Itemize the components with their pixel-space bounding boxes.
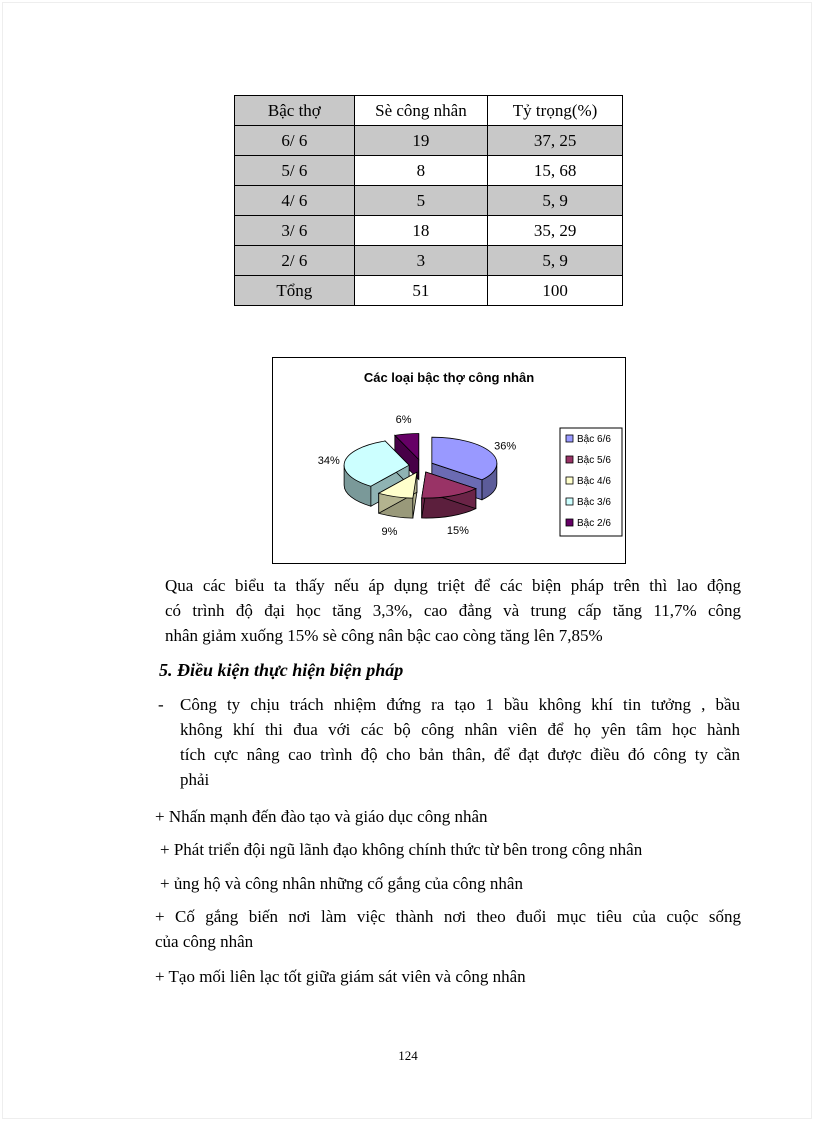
paragraph-line: Công ty chịu trách nhiệm đứng ra tạo 1 bầu không khí tin tưởng , bầu bbox=[180, 695, 740, 714]
section-heading: 5. Điều kiện thực hiện biện pháp bbox=[159, 660, 404, 680]
table-cell: 19 bbox=[354, 126, 487, 156]
table-header-row bbox=[235, 96, 623, 126]
table-cell: 3 bbox=[354, 246, 487, 276]
paragraph-line: không khí thi đua với các bộ công nhân viên để họ yên tâm học hành bbox=[180, 720, 740, 739]
table-cell: 35, 29 bbox=[488, 216, 623, 246]
table-row bbox=[235, 216, 623, 246]
list-item: + ủng hộ và công nhân những cố gắng của công nhân bbox=[160, 874, 523, 893]
table-cell: 5, 9 bbox=[488, 186, 623, 216]
table-cell: 18 bbox=[354, 216, 487, 246]
legend-swatch bbox=[566, 477, 573, 484]
paragraph-line: tích cực nâng cao trình độ cho bản thân, để đạt được điều đó công ty cần bbox=[180, 745, 740, 764]
worker-grade-table bbox=[234, 95, 623, 306]
table-header: Sè công nhân bbox=[354, 96, 487, 126]
paragraph-line: của công nhân bbox=[155, 932, 254, 951]
list-item: + Nhấn mạnh đến đào tạo và giáo dục công nhân bbox=[155, 807, 488, 826]
bullet-marker: - bbox=[158, 695, 164, 714]
paragraph-line: Qua các biểu ta thấy nếu áp dụng triệt để các biện pháp trên thì lao động bbox=[165, 576, 741, 595]
page-number: 124 bbox=[398, 1048, 418, 1063]
legend-swatch bbox=[566, 498, 573, 505]
data-label: 9% bbox=[381, 526, 398, 539]
legend-label: Bậc 2/6 bbox=[577, 518, 611, 529]
table-cell: 3/ 6 bbox=[235, 216, 355, 246]
paragraph-line: nhân giảm xuống 15% sè công nân bậc cao còng tăng lên 7,85% bbox=[165, 626, 603, 645]
table-cell: 15, 68 bbox=[488, 156, 623, 186]
table-cell: 2/ 6 bbox=[235, 246, 355, 276]
pie-chart-svg bbox=[273, 358, 625, 563]
table-cell: 100 bbox=[488, 276, 623, 306]
legend-label: Bậc 5/6 bbox=[577, 455, 611, 466]
table-cell: 37, 25 bbox=[488, 126, 623, 156]
table-row bbox=[235, 276, 623, 306]
table-cell: 5/ 6 bbox=[235, 156, 355, 186]
data-label: 15% bbox=[446, 525, 469, 538]
bullet-paragraph bbox=[180, 692, 740, 792]
list-item bbox=[155, 904, 741, 954]
table-row bbox=[235, 156, 623, 186]
legend-swatch bbox=[566, 435, 573, 442]
data-label: 36% bbox=[494, 440, 517, 453]
data-label: 34% bbox=[317, 454, 340, 467]
table-cell: Tổng bbox=[235, 276, 355, 306]
table-row bbox=[235, 246, 623, 276]
legend-label: Bậc 4/6 bbox=[577, 476, 611, 487]
table-cell: 6/ 6 bbox=[235, 126, 355, 156]
pie-chart bbox=[272, 357, 626, 564]
table-cell: 8 bbox=[354, 156, 487, 186]
paragraph-line: phải bbox=[180, 770, 210, 789]
list-item: + Phát triển đội ngũ lãnh đạo không chính thức từ bên trong công nhân bbox=[160, 840, 643, 859]
table-row bbox=[235, 186, 623, 216]
table-cell: 5, 9 bbox=[488, 246, 623, 276]
legend-swatch bbox=[566, 456, 573, 463]
chart-title: Các loại bậc thợ công nhân bbox=[363, 370, 535, 385]
data-label: 6% bbox=[395, 413, 412, 426]
table-header: Bậc thợ bbox=[235, 96, 355, 126]
legend-label: Bậc 3/6 bbox=[577, 497, 611, 508]
legend-swatch bbox=[566, 519, 573, 526]
paragraph-line: + Cố gắng biến nơi làm việc thành nơi theo đuổi mục tiêu của cuộc sống bbox=[155, 907, 741, 926]
summary-paragraph bbox=[165, 573, 741, 648]
table-header: Tỷ trọng(%) bbox=[488, 96, 623, 126]
table-cell: 4/ 6 bbox=[235, 186, 355, 216]
table-cell: 51 bbox=[354, 276, 487, 306]
legend-label: Bậc 6/6 bbox=[577, 434, 611, 445]
paragraph-line: có trình độ đại học tăng 3,3%, cao đẳng và trung cấp tăng 11,7% công bbox=[165, 601, 741, 620]
table-cell: 5 bbox=[354, 186, 487, 216]
list-item: + Tạo mối liên lạc tốt giữa giám sát viên và công nhân bbox=[155, 967, 526, 986]
table-row bbox=[235, 126, 623, 156]
